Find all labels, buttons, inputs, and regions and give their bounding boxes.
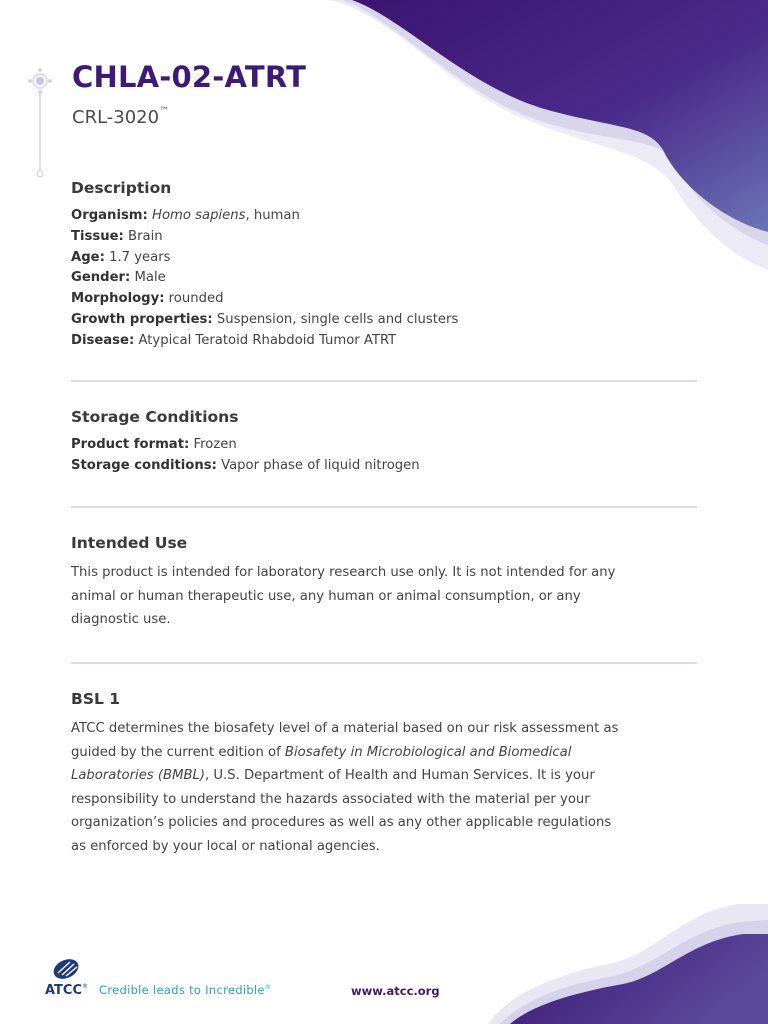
catalog-number-text: CRL-3020 (72, 107, 160, 128)
intended-use-heading: Intended Use (71, 534, 188, 552)
footer-wave-decoration (488, 904, 768, 1024)
trademark-mark: ™ (159, 106, 170, 117)
field-product-format: Product format: Frozen (71, 437, 237, 452)
field-storage-conditions: Storage conditions: Vapor phase of liquid nitrogen (71, 457, 420, 473)
catalog-number (72, 106, 169, 128)
bsl-heading: BSL 1 (71, 690, 121, 708)
tagline: Credible leads to Incredible® (99, 983, 272, 997)
section-divider (71, 662, 697, 664)
bsl-section (71, 690, 699, 859)
atcc-logo-text: ATCC® (45, 983, 89, 998)
field-tissue: Tissue: Brain (71, 228, 163, 244)
field-gender: Gender: Male (71, 270, 166, 286)
description-section (71, 179, 699, 352)
intended-use-text: This product is intended for laboratory research use only. It is not intended for any animal or human therapeutic use, any human or animal consumption, or any diagnostic use. (71, 565, 616, 628)
storage-section (71, 408, 699, 477)
field-organism: Organism: Homo sapiens, human (71, 208, 300, 223)
timeline-node-icon (26, 66, 54, 180)
field-disease: Disease: Atypical Teratoid Rhabdoid Tumor ATRT (71, 332, 397, 348)
intended-use-section (71, 534, 699, 632)
field-age: Age: 1.7 years (71, 249, 171, 265)
section-divider (71, 506, 697, 508)
page-title: CHLA-02-ATRT (72, 60, 307, 94)
storage-heading: Storage Conditions (71, 408, 239, 426)
section-divider (71, 380, 697, 382)
bsl-text: ATCC determines the biosafety level of a material based on our risk assessment as guided by the current edition of Biosafety in Microbiological and Biomedical Laboratories (BMBL), U.S. Department of Health and Human Services. It is your responsibility to understand the hazards associated with the material per your organization’s policies and procedures as well as any other applicable regulations as enforced by your local or national agencies. (71, 721, 619, 854)
field-growth-properties: Growth properties: Suspension, single cells and clusters (71, 311, 459, 327)
field-morphology: Morphology: rounded (71, 291, 224, 307)
description-heading: Description (71, 179, 172, 197)
website-link[interactable]: www.atcc.org (351, 984, 440, 998)
